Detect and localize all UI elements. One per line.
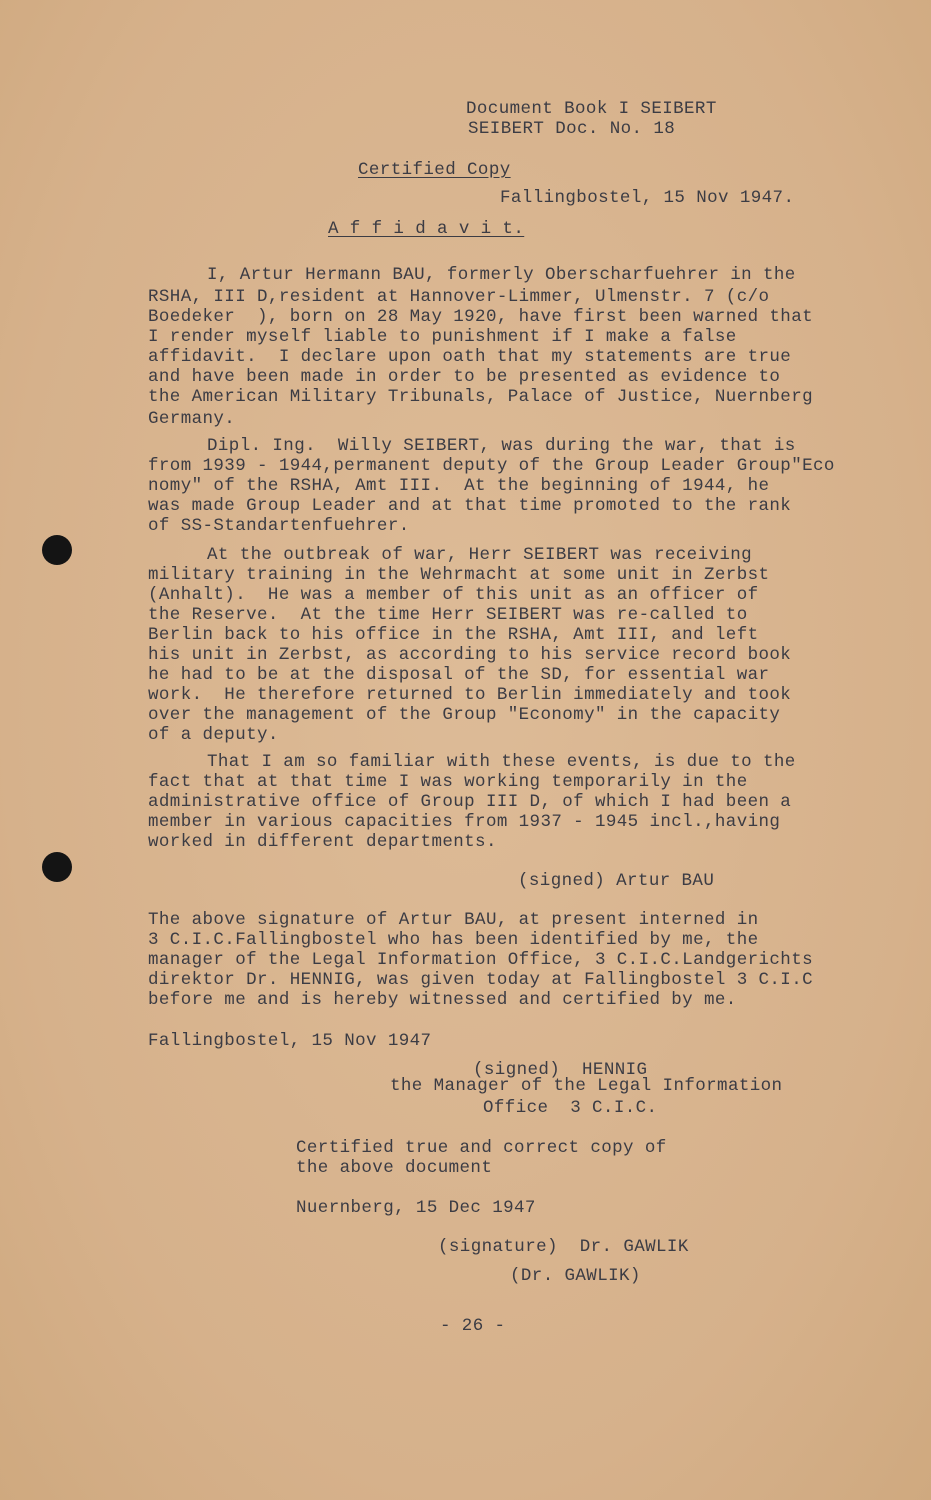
certified-copy-heading: Certified Copy bbox=[358, 160, 511, 180]
signature-gawlik: (signature) Dr. GAWLIK bbox=[438, 1237, 689, 1257]
paragraph-line: Germany. bbox=[148, 409, 236, 429]
signed-hennig: (signed) HENNIG bbox=[473, 1060, 648, 1080]
paragraph-line: affidavit. I declare upon oath that my statements are true bbox=[148, 347, 792, 367]
affidavit-title: A f f i d a v i t. bbox=[328, 219, 525, 239]
true-copy-line2: the above document bbox=[296, 1158, 493, 1178]
paragraph-line: he had to be at the disposal of the SD, for essential war bbox=[148, 665, 770, 685]
paragraph-line: I, Artur Hermann BAU, formerly Oberscharfuehrer in the bbox=[207, 265, 796, 285]
paragraph-line: Boedeker ), born on 28 May 1920, have first been warned that bbox=[148, 307, 814, 327]
paragraph-line: administrative office of Group III D, of which I had been a bbox=[148, 792, 792, 812]
certification-line: direktor Dr. HENNIG, was given today at Fallingbostel 3 C.I.C bbox=[148, 970, 814, 990]
paragraph-line: At the outbreak of war, Herr SEIBERT was receiving bbox=[207, 545, 753, 565]
paragraph-line: of a deputy. bbox=[148, 725, 279, 745]
paragraph-line: fact that at that time I was working temporarily in the bbox=[148, 772, 748, 792]
paragraph-line: his unit in Zerbst, as according to his service record book bbox=[148, 645, 792, 665]
paragraph-line: and have been made in order to be presented as evidence to bbox=[148, 367, 781, 387]
paragraph-line: was made Group Leader and at that time promoted to the rank bbox=[148, 496, 792, 516]
signed-bau: (signed) Artur BAU bbox=[518, 871, 715, 891]
paragraph-line: work. He therefore returned to Berlin immediately and took bbox=[148, 685, 792, 705]
true-copy-line1: Certified true and correct copy of bbox=[296, 1138, 667, 1158]
paragraph-line: RSHA, III D,resident at Hannover-Limmer, Ulmenstr. 7 (c/o bbox=[148, 287, 770, 307]
certification-line: The above signature of Artur BAU, at present interned in bbox=[148, 910, 759, 930]
paragraph-line: Dipl. Ing. Willy SEIBERT, was during the war, that is bbox=[207, 436, 796, 456]
paragraph-line: the American Military Tribunals, Palace of Justice, Nuernberg bbox=[148, 387, 814, 407]
paragraph-line: I render myself liable to punishment if I make a false bbox=[148, 327, 737, 347]
place-date: Fallingbostel, 15 Nov 1947. bbox=[500, 188, 795, 208]
gawlik-name: (Dr. GAWLIK) bbox=[510, 1266, 641, 1286]
header-document-book: Document Book I SEIBERT bbox=[466, 99, 717, 119]
cert-place-date: Fallingbostel, 15 Nov 1947 bbox=[148, 1031, 432, 1051]
paragraph-line: worked in different departments. bbox=[148, 832, 497, 852]
punch-hole-bottom bbox=[42, 852, 72, 882]
paragraph-line: of SS-Standartenfuehrer. bbox=[148, 516, 410, 536]
paragraph-line: military training in the Wehrmacht at some unit in Zerbst bbox=[148, 565, 770, 585]
paragraph-line: Berlin back to his office in the RSHA, Amt III, and left bbox=[148, 625, 759, 645]
paragraph-line: (Anhalt). He was a member of this unit as an officer of bbox=[148, 585, 759, 605]
nuernberg-date: Nuernberg, 15 Dec 1947 bbox=[296, 1198, 536, 1218]
hennig-title-line1: the Manager of the Legal Information bbox=[390, 1076, 783, 1096]
paragraph-line: from 1939 - 1944,permanent deputy of the Group Leader Group"Eco bbox=[148, 456, 835, 476]
certification-line: before me and is hereby witnessed and certified by me. bbox=[148, 990, 737, 1010]
page-number: - 26 - bbox=[440, 1316, 506, 1336]
paragraph-line: over the management of the Group "Economy" in the capacity bbox=[148, 705, 781, 725]
punch-hole-top bbox=[42, 535, 72, 565]
header-doc-number: SEIBERT Doc. No. 18 bbox=[468, 119, 676, 139]
certification-line: manager of the Legal Information Office, 3 C.I.C.Landgerichts bbox=[148, 950, 814, 970]
paragraph-line: nomy" of the RSHA, Amt III. At the beginning of 1944, he bbox=[148, 476, 770, 496]
hennig-title-line2: Office 3 C.I.C. bbox=[483, 1098, 658, 1118]
paragraph-line: the Reserve. At the time Herr SEIBERT was re-called to bbox=[148, 605, 748, 625]
paragraph-line: member in various capacities from 1937 - 1945 incl.,having bbox=[148, 812, 781, 832]
certification-line: 3 C.I.C.Fallingbostel who has been identified by me, the bbox=[148, 930, 759, 950]
paragraph-line: That I am so familiar with these events, is due to the bbox=[207, 752, 796, 772]
